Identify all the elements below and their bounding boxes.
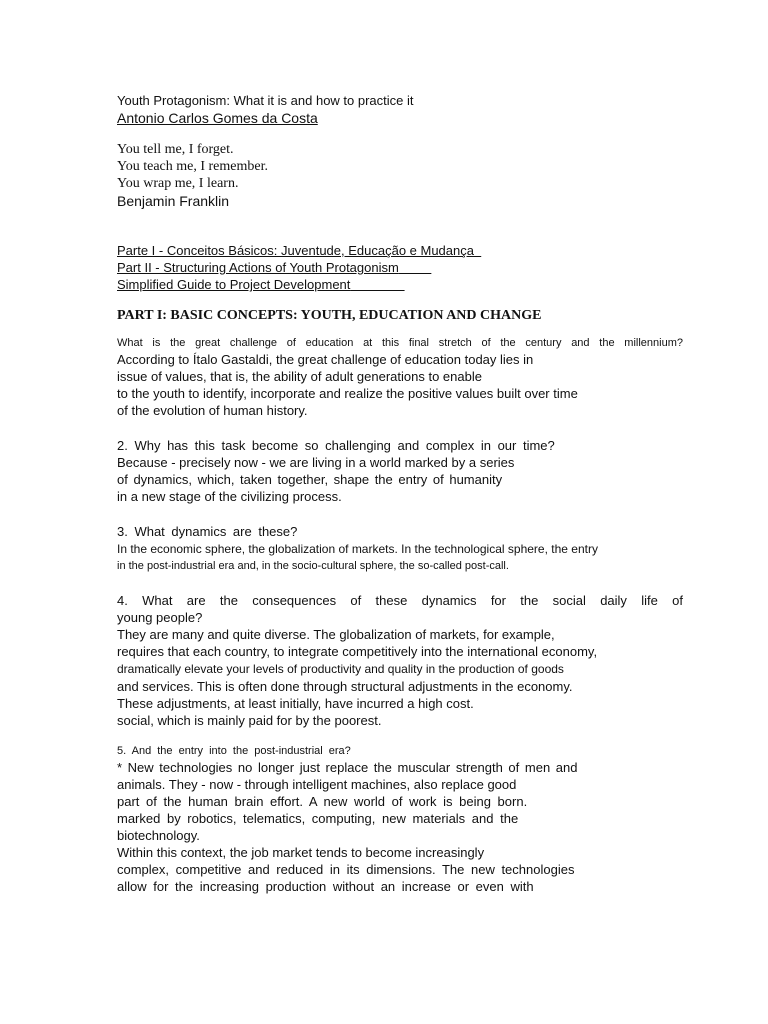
q2-answer-line: of dynamics, which, taken together, shape the entry of humanity (117, 472, 503, 487)
q4-answer-line: social, which is mainly paid for by the poorest. (117, 713, 382, 728)
q5-answer-line: allow for the increasing production without an increase or even with (117, 879, 534, 894)
q1-answer-line: of the evolution of human history. (117, 403, 308, 418)
q5-answer-line: marked by robotics, telematics, computing, new materials and the (117, 811, 519, 826)
toc-item-guide[interactable]: Simplified Guide to Project Development (117, 277, 351, 292)
q3-answer-line: in the post-industrial era and, in the socio-cultural sphere, the so-called post-call. (117, 560, 509, 572)
q4-answer-line: dramatically elevate your levels of productivity and quality in the production of goods (117, 662, 564, 676)
q2-answer-line: in a new stage of the civilizing process. (117, 489, 342, 504)
q4-question-line-2: young people? (117, 610, 203, 625)
q4-answer-line: requires that each country, to integrate competitively into the international economy, (117, 644, 598, 659)
quote-attribution: Benjamin Franklin (117, 193, 230, 209)
q3-answer-line: In the economic sphere, the globalization of markets. In the technological sphere, the entry (117, 542, 598, 556)
document-page (117, 92, 683, 895)
q2-answer-line: Because - precisely now - we are living in a world marked by a series (117, 455, 515, 470)
toc-item-part-2[interactable]: Part II - Structuring Actions of Youth Protagonism (117, 260, 399, 275)
q5-answer-line: biotechnology. (117, 828, 200, 843)
q5-answer-line: part of the human brain effort. A new world of work is being born. (117, 794, 528, 809)
q4-answer-line: They are many and quite diverse. The globalization of markets, for example, (117, 627, 555, 642)
q5-answer-line: animals. They - now - through intelligent machines, also replace good (117, 777, 517, 792)
q1-question: What is the great challenge of education at this final stretch of the century and the millennium? (117, 337, 683, 349)
q5-answer-line: Within this context, the job market tends to become increasingly (117, 845, 485, 860)
q1-answer-line: issue of values, that is, the ability of adult generations to enable (117, 369, 482, 384)
quote-line-3: You wrap me, I learn. (117, 176, 239, 191)
quote-line-2: You teach me, I remember. (117, 159, 268, 174)
toc-item-part-1[interactable]: Parte I - Conceitos Básicos: Juventude, Educação e Mudança (117, 243, 474, 258)
q2-question: 2. Why has this task become so challenging and complex in our time? (117, 438, 555, 453)
q5-question: 5. And the entry into the post-industrial era? (117, 745, 351, 757)
document-title: Youth Protagonism: What it is and how to practice it (117, 93, 414, 108)
q4-answer-line: These adjustments, at least initially, have incurred a high cost. (117, 696, 474, 711)
section-heading: PART I: BASIC CONCEPTS: YOUTH, EDUCATION AND CHANGE (117, 308, 542, 323)
q1-answer-line: to the youth to identify, incorporate and realize the positive values built over time (117, 386, 578, 401)
q1-answer-line: According to Ítalo Gastaldi, the great challenge of education today lies in (117, 352, 534, 367)
author-name[interactable]: Antonio Carlos Gomes da Costa (117, 110, 318, 126)
q4-question-line-1: 4. What are the consequences of these dynamics for the social daily life of (117, 593, 683, 608)
q4-answer-line: and services. This is often done through structural adjustments in the economy. (117, 679, 573, 694)
q3-question: 3. What dynamics are these? (117, 524, 298, 539)
quote-line-1: You tell me, I forget. (117, 142, 234, 157)
q5-answer-line: * New technologies no longer just replace the muscular strength of men and (117, 760, 578, 775)
q5-answer-line: complex, competitive and reduced in its dimensions. The new technologies (117, 862, 575, 877)
